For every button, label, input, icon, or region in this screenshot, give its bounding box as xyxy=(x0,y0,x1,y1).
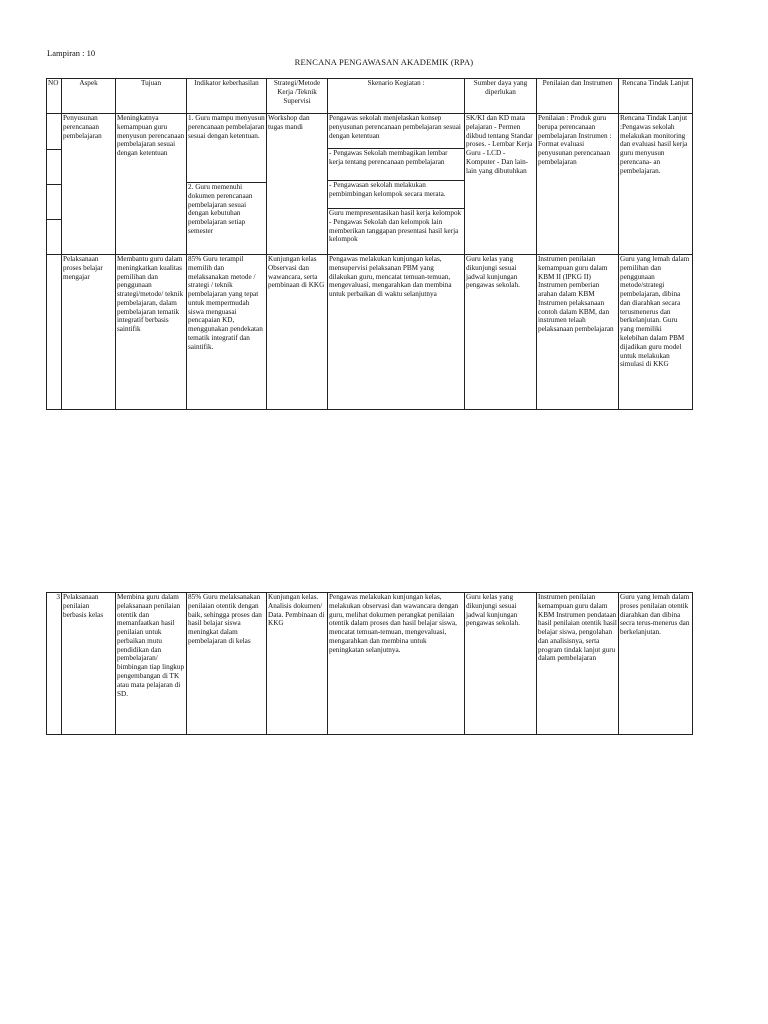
col-header-tujuan: Tujuan xyxy=(116,79,187,114)
row3-penilaian: Instrumen penilaian kemampuan guru dalam KBM Instrumen pendataan hasil penilaian otentik hasil belajar siswa, pengolahan dan analisisnya, serta program tindak lanjut guru dalam pembelajaran xyxy=(537,593,619,735)
col-header-no: NO xyxy=(47,79,62,114)
row2-tujuan: Membantu guru dalam meningkatkan kualitas pemilihan dan penggunaan strategi/metode/ teknik pembelajaran, dalam pembelajaran tematik integratif berbasis saintifik xyxy=(116,255,187,410)
rpa-table-page1 xyxy=(46,78,693,410)
row3-rtl: Guru yang lemah dalam proses penilaian otentik diarahkan dan dibina secra terus-menerus dan berkelanjutan. xyxy=(619,593,693,735)
row1-sumber: SK/KI dan KD mata pelajaran - Permen dikbud tentang Standar proses. - Lembar Kerja Guru - LCD - Komputer - Dan lain-lain yang dibutuhkan xyxy=(465,114,537,255)
row3-indikator: 85% Guru melaksanakan penilaian otentik dengan baik, sehingga proses dan hasil belajar siswa meningkat dalam pembelajaran di kelas xyxy=(187,593,267,735)
row1-indikator-2: 2. Guru memenuhi dokumen perencanaan pembelajaran sesuai dengan kebutuhan pembelajaran setiap semester xyxy=(188,183,253,235)
row2-sumber: Guru kelas yang dikunjungi sesuai jadwal kunjungan pengawas sekolah. xyxy=(465,255,537,410)
col-header-indikator: Indikator keberhasilan xyxy=(187,79,267,114)
row1-indikator-1: 1. Guru mampu menyusun perencanaan pembelajaran sesuai dengan ketentuan. xyxy=(187,114,266,183)
row1-tujuan: Meningkatnya kemampuan guru menyusun perencanaan pembelajaran sesuai dengan ketentuan xyxy=(116,114,187,255)
row3-strategi: Kunjungan kelas. Analisis dokumen/ Data. Pembinaan di KKG xyxy=(267,593,328,735)
row1-no-sub xyxy=(47,114,61,150)
document-title: RENCANA PENGAWASAN AKADEMIK (RPA) xyxy=(294,57,474,67)
row1-indikator-cell xyxy=(187,114,267,255)
col-header-aspek: Aspek xyxy=(62,79,116,114)
row2-indikator: 85% Guru terampil memilih dan melaksanakan metode / strategi / teknik pembelajaran yang tepat untuk mempermudah siswa menguasai pencapaian KD, menggunakan pendekatan tematik integratif dan saintifik. xyxy=(187,255,267,410)
table-header-row xyxy=(47,79,693,114)
row3-tujuan: Membina guru dalam pelaksanaan penilaian otentik dan memanfaatkan hasil penilaian untuk perbaikan mutu pendidikan dan pembelajaran/ bimbingan tiap lingkup pengembangan di TK atau mata pelajaran di SD. xyxy=(116,593,187,735)
lampiran-label: Lampiran : 10 xyxy=(47,48,96,58)
row3-skenario: Pengawas melakukan kunjungan kelas, melakukan observasi dan wawancara dengan guru, melihat dokumen perangkat penilaian otentik dalam proses dan hasil belajar siswa, mencatat temuan-temuan, mengevaluasi, mengarahkan dan membina untuk peningkatan selanjutnya. xyxy=(328,593,465,735)
row1-skenario-3: - Pengawasan sekolah melakukan pembimbingan kelompok secara merata. xyxy=(328,181,464,209)
row1-skenario-cell xyxy=(328,114,465,255)
col-header-sumber: Sumber daya yang diperlukan xyxy=(465,79,537,114)
row1-penilaian: Penilaian : Produk guru berupa perencanaan pembelajaran Instrumen : Format evaluasi penyusunan perencanaan pembelajaran xyxy=(537,114,619,255)
row1-no-sub xyxy=(47,150,61,185)
table-row xyxy=(47,593,693,735)
row1-skenario-1: Pengawas sekolah menjelaskan konsep penyusunan perencanaan pembelajaran sesuai dengan ketentuan xyxy=(328,114,464,149)
col-header-rtl: Rencana Tindak Lanjut xyxy=(619,79,693,114)
row3-aspek: Pelaksanaan penilaian berbasis kelas xyxy=(62,593,116,735)
row2-rtl: Guru yang lemah dalam pemilihan dan penggunaan metode/strategi pembelajaran, dibina dan diarahkan secara terusmenerus dan berkelanjutan. Guru yang memiliki kelebihan dalam PBM dijadikan guru model untuk melakukan simulasi di KKG xyxy=(619,255,693,410)
row1-strategi: Workshop dan tugas mandi xyxy=(267,114,328,255)
col-header-strategi: Strategi/Metode Kerja /Teknik Supervisi xyxy=(267,79,328,114)
rpa-table-page2 xyxy=(46,592,693,735)
row3-sumber: Guru kelas yang dikunjungi sesuai jadwal kunjungan pengawas sekolah. xyxy=(465,593,537,735)
table-row xyxy=(47,114,693,255)
row1-no-sub xyxy=(47,185,61,220)
row1-no-cell xyxy=(47,114,62,255)
row1-skenario-4: Guru mempresentasikan hasil kerja kelompok - Pengawas Sekolah dan kelompok lain memberikan tanggapan presentasi hasil kerja kelompok xyxy=(329,209,462,244)
row2-no xyxy=(47,255,62,410)
row1-aspek: Penyusunan perencanaan pembelajaran xyxy=(62,114,116,255)
row2-skenario: Pengawas melakukan kunjungan kelas, mensupervisi pelaksanan PBM yang dilakukan guru, mencatat temuan-temuan, mengevaluasi, mengarahkan dan membina untuk perbaikan di waktu selanjutnya xyxy=(328,255,465,410)
col-header-skenario: Skenario Kegiatan : xyxy=(328,79,465,114)
row2-aspek: Pelaksanaan proses belajar mengajar xyxy=(62,255,116,410)
row1-rtl: Rencana Tindak Lanjut :Pengawas sekolah melakukan monitoring dan evaluasi hasil kerja guru menyusun perencana- an pembelajaran. xyxy=(619,114,693,255)
row1-skenario-2: - Pengawas Sekolah membagikan lembar kerja tentang perencanaan pembelajaran xyxy=(328,149,464,181)
table-row xyxy=(47,255,693,410)
row2-strategi: Kunjungan kelas Observasi dan wawancara, serta pembinaan di KKG xyxy=(267,255,328,410)
col-header-penilaian: Penilaian dan Instrumen xyxy=(537,79,619,114)
row2-penilaian: Instrumen penilaian kemampuan guru dalam KBM II (IPKG II) Instrumen pemberian arahan dalam KBM Instrumen pelaksanaan contoh dalam KBM, dan instrumen telaah pelaksanaan pembelajaran xyxy=(537,255,619,410)
row1-no-sub xyxy=(47,220,61,254)
row3-no: 3 xyxy=(47,593,62,735)
